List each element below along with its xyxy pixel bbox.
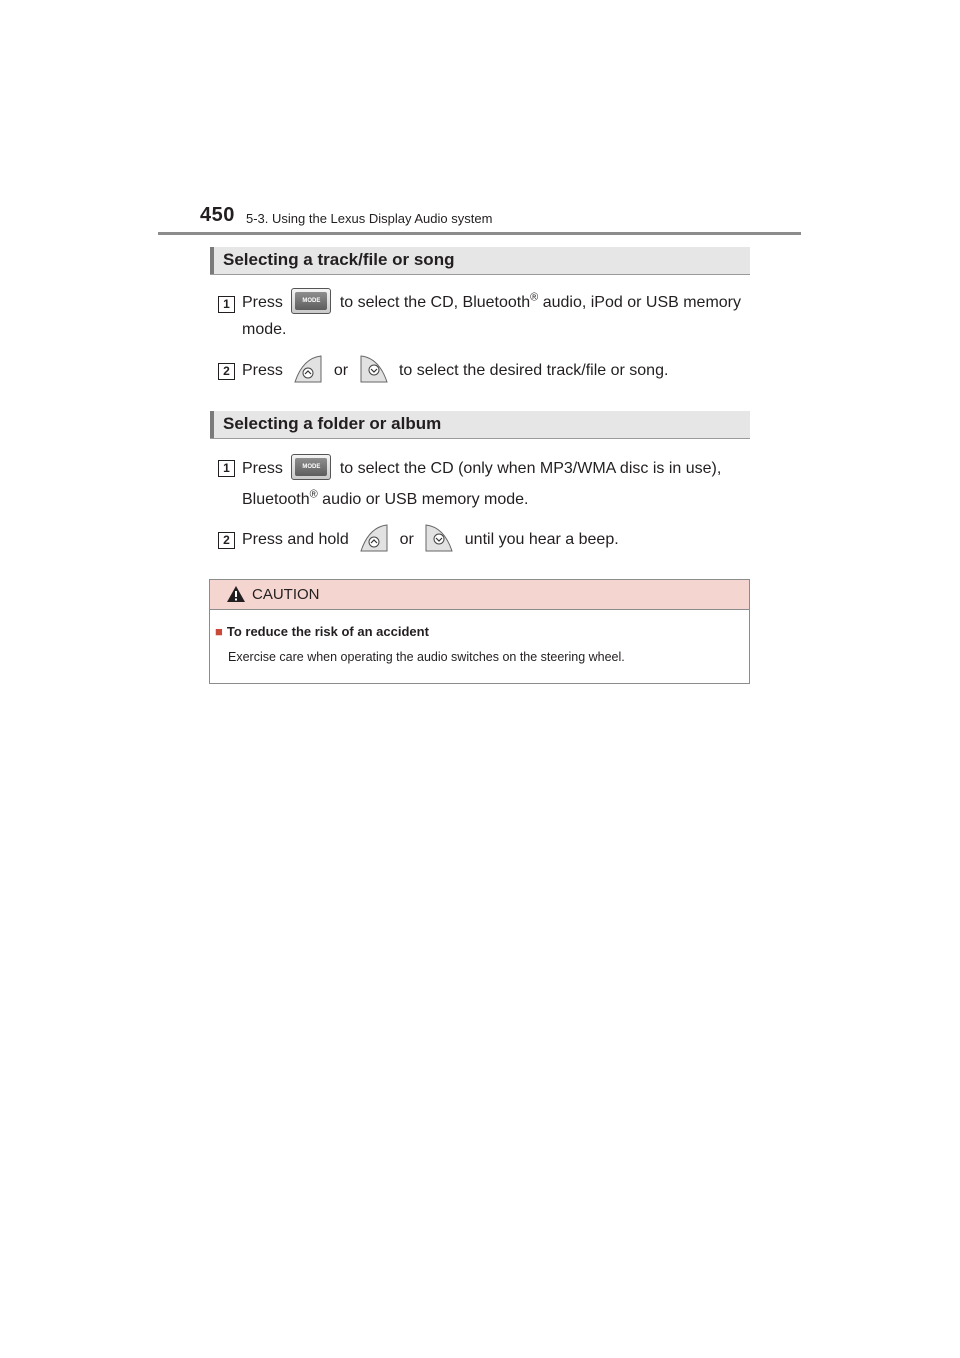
page-number: 450	[200, 204, 235, 226]
seek-up-icon	[357, 523, 391, 553]
section-accent	[210, 247, 214, 274]
step-text: Press and hold or until you hear a beep.	[242, 526, 747, 553]
caution-box	[209, 579, 750, 684]
caution-header	[210, 580, 749, 610]
square-bullet-icon: ■	[215, 624, 223, 639]
step-number: 2	[218, 363, 235, 380]
step-text: Press MODE to select the CD (only when MP3/WMA disc is in use), Bluetooth® audio or USB memory mode.	[242, 453, 747, 515]
seek-down-icon	[357, 354, 391, 384]
mode-button-icon: MODE	[291, 288, 331, 314]
section-title: Selecting a track/file or song	[223, 250, 455, 269]
section-bar-track	[210, 247, 750, 275]
section-accent	[210, 411, 214, 438]
header-rule	[158, 232, 801, 235]
mode-button-icon: MODE	[291, 454, 331, 480]
step-number: 1	[218, 460, 235, 477]
seek-down-icon	[422, 523, 456, 553]
step-number: 1	[218, 296, 235, 313]
warning-triangle-icon	[226, 585, 246, 603]
step-text: Press MODE to select the CD, Bluetooth® audio, iPod or USB memory mode.	[242, 289, 747, 343]
seek-up-icon	[291, 354, 325, 384]
section-title: Selecting a folder or album	[223, 414, 442, 433]
step-text: Press or to select the desired track/file or song.	[242, 357, 747, 384]
caution-label: CAUTION	[252, 586, 320, 603]
running-header: 5-3. Using the Lexus Display Audio system	[246, 211, 493, 226]
step-number: 2	[218, 532, 235, 549]
caution-heading: ■ To reduce the risk of an accident	[215, 624, 429, 639]
section-bar-folder	[210, 411, 750, 439]
caution-body: Exercise care when operating the audio switches on the steering wheel.	[228, 650, 625, 664]
